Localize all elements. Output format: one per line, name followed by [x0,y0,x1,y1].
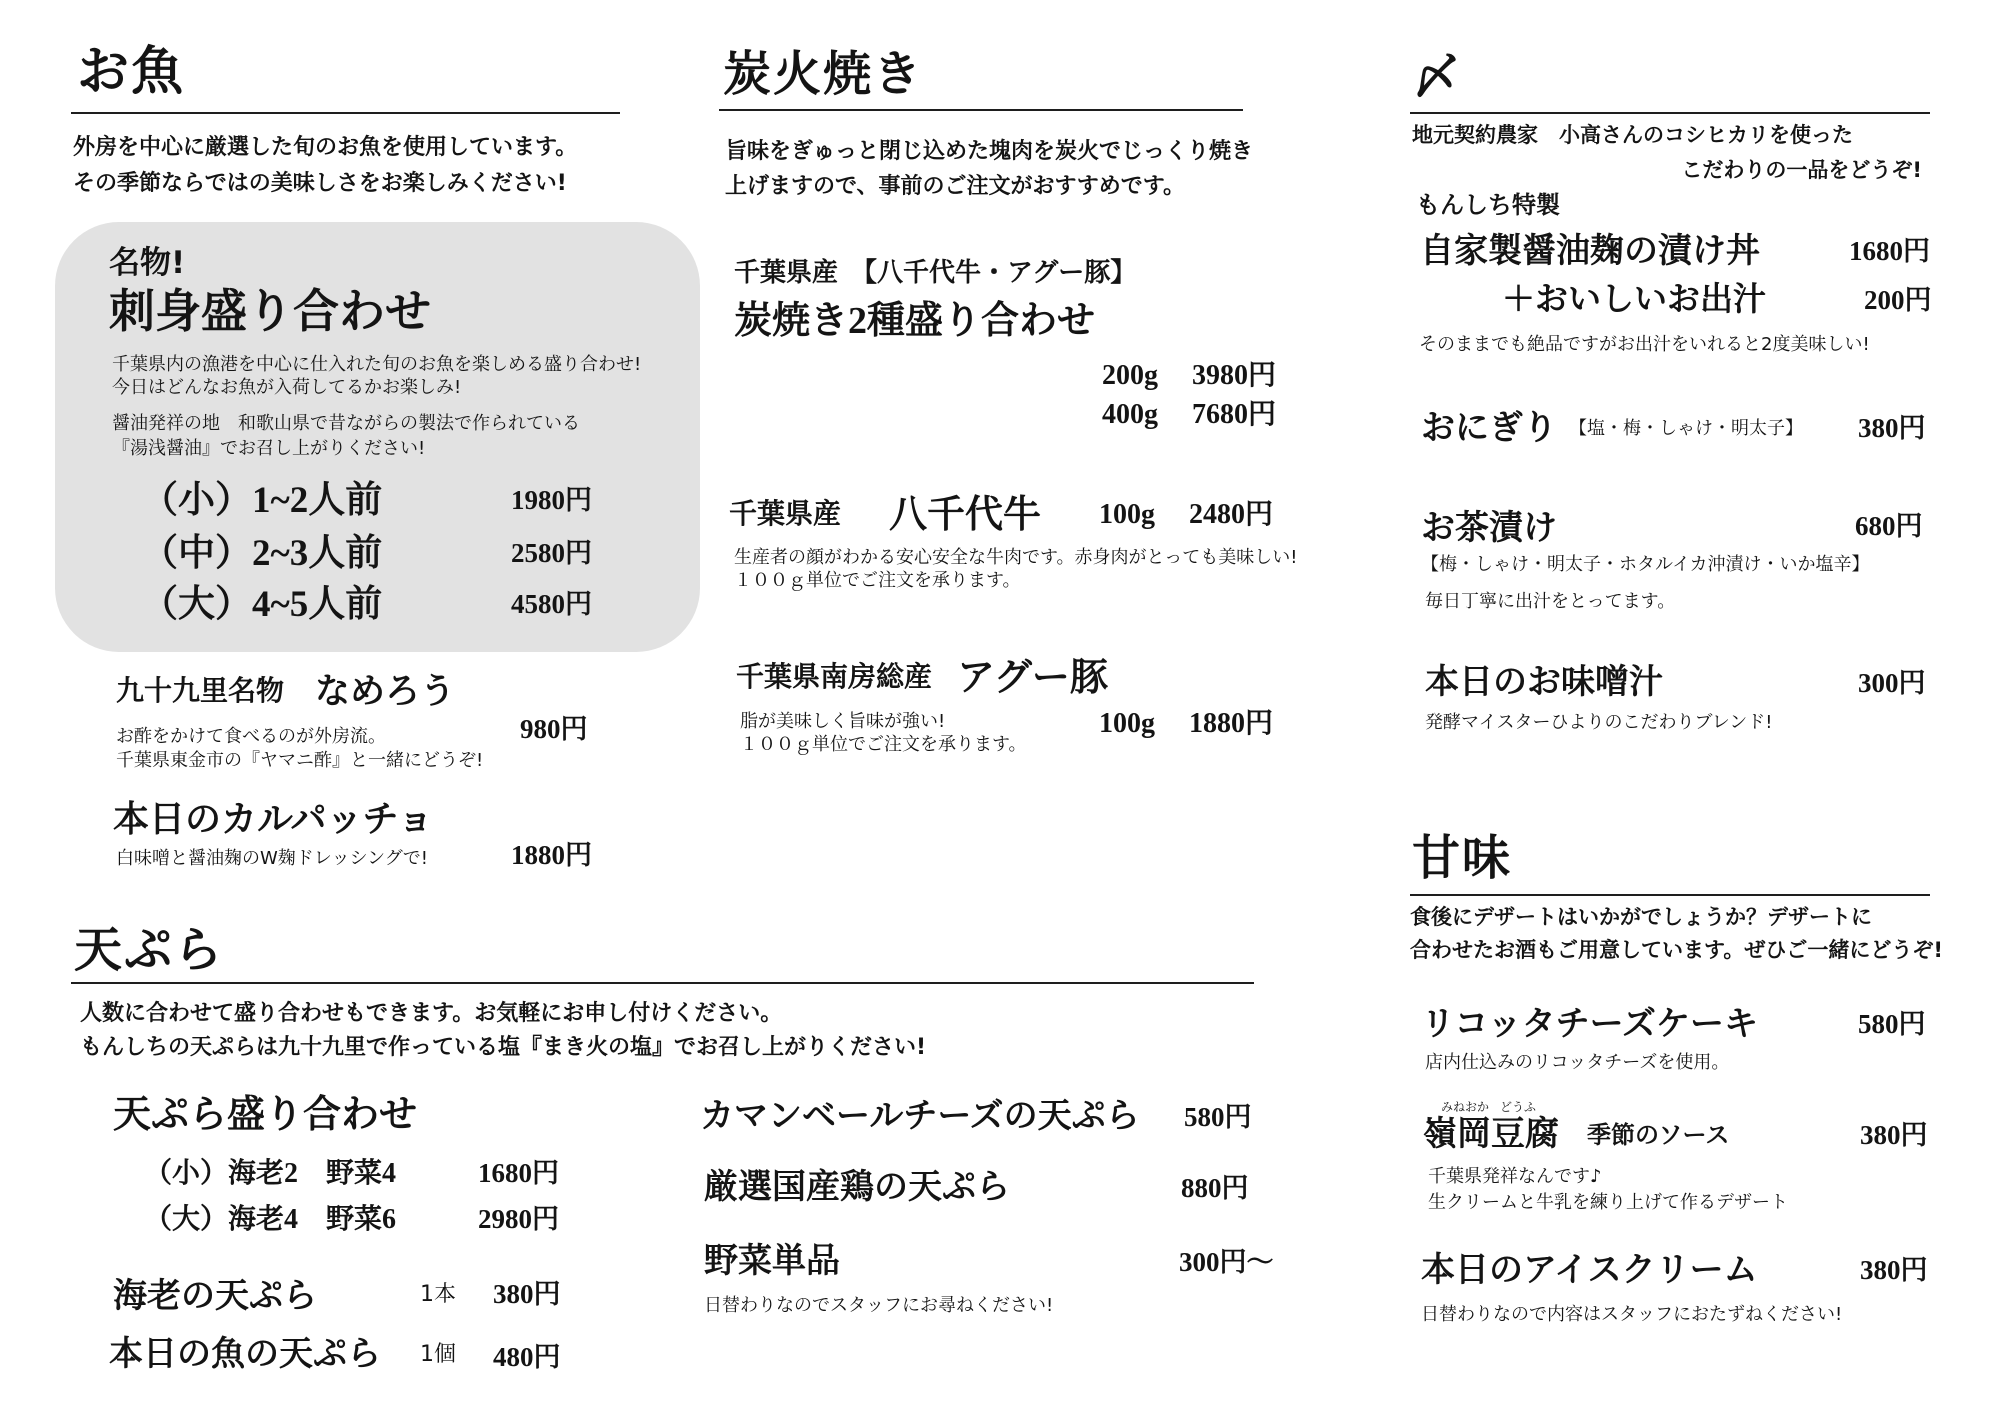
item-weight: 200g [1102,360,1158,391]
item-name: 野菜単品 [704,1243,840,1280]
sweets-intro-line: 食後にデザートはいかがでしょうか？デザートに [1410,905,1872,929]
charcoal-heading: 炭火焼き [723,46,924,102]
item-price: 2480円 [1189,499,1274,530]
item-name-reading: どうふ [1500,1100,1537,1114]
item-description: 発酵マイスターひよりのこだわりブレンド! [1425,712,1773,733]
item-description: お酢をかけて食べるのが外房流。 [116,726,386,747]
fish-intro-line: その季節ならではの美味しさをお楽しみください! [73,171,567,196]
item-sauce: 季節のソース [1587,1123,1730,1149]
portion-price: 1680円 [478,1158,559,1188]
item-price: 480円 [493,1342,561,1372]
item-origin: 千葉県産 [729,499,842,530]
item-description: 脂が美味しく旨味が強い! [740,711,946,732]
portion-price: 2980円 [478,1204,559,1234]
portion-price: 4580円 [511,589,592,619]
fish-heading-underline [71,112,620,114]
item-name: 嶺岡豆腐 [1423,1116,1559,1153]
sweets-heading-underline [1410,894,1930,896]
item-price: 300円〜 [1179,1247,1274,1277]
featured-item-description: 『湯浅醤油』でお召し上がりください! [112,438,426,459]
featured-item-description: 今日はどんなお魚が入荷してるかお楽しみ! [112,377,462,398]
featured-item-name: 刺身盛り合わせ [109,286,431,337]
charcoal-heading-underline [719,109,1243,111]
item-price: 300円 [1858,668,1926,698]
sweets-intro-line: 合わせたお酒もご用意しています。ぜひご一緒にどうぞ! [1410,938,1943,962]
item-price: 1880円 [1189,708,1274,739]
item-price: 980円 [520,714,588,744]
item-prefix: 九十九里名物 [116,676,285,707]
item-description: 毎日丁寧に出汁をとってます。 [1425,591,1676,612]
item-name: お茶漬け [1421,510,1557,547]
item-name: カマンベールチーズの天ぷら [700,1098,1140,1135]
item-description: 店内仕込みのリコッタチーズを使用。 [1425,1052,1730,1073]
item-price: 3980円 [1192,360,1277,391]
item-quantity: 1個 [420,1342,456,1367]
featured-item-description: 醤油発祥の地 和歌山県で昔ながらの製法で作られている [112,413,580,434]
portion-size-label: （大）海老4 野菜6 [144,1204,397,1235]
item-description: １００ｇ単位でご注文を承ります。 [740,734,1027,755]
item-name: 本日のアイスクリーム [1421,1252,1758,1289]
shime-intro-line: 地元契約農家 小高さんのコシヒカリを使った [1412,123,1853,147]
item-name: なめろう [315,672,456,711]
item-price: 200円 [1864,285,1932,315]
item-name: 本日の魚の天ぷら [109,1336,381,1373]
portion-price: 2580円 [511,538,592,568]
item-name: 天ぷら盛り合わせ [113,1094,418,1136]
featured-item-description: 千葉県内の漁港を中心に仕入れた旬のお魚を楽しめる盛り合わせ! [112,354,642,375]
item-price: 380円 [1858,413,1926,443]
featured-badge: 名物! [109,245,186,281]
portion-size-label: （中）2~3人前 [141,533,383,574]
item-price: 1680円 [1849,236,1930,266]
sweets-heading: 甘味 [1412,830,1513,886]
item-price: 580円 [1184,1102,1252,1132]
fish-heading: お魚 [77,42,186,102]
item-description: 日替わりなので内容はスタッフにおたずねください! [1421,1304,1843,1325]
item-name: ＋おいしいお出汁 [1502,282,1766,318]
item-quantity: 1本 [420,1282,456,1307]
item-name: 本日のお味噌汁 [1425,664,1663,701]
tempura-intro-line: 人数に合わせて盛り合わせもできます。お気軽にお申し付けください。 [80,1001,783,1026]
item-price: 380円 [1860,1255,1928,1285]
item-note: 【塩・梅・しゃけ・明太子】 [1569,418,1803,439]
item-name: リコッタチーズケーキ [1421,1006,1758,1043]
portion-price: 1980円 [511,485,592,515]
item-name: 本日のカルパッチョ [113,799,434,839]
portion-size-label: （大）4~5人前 [141,584,383,625]
item-name: 自家製醤油麹の漬け丼 [1420,233,1760,270]
item-name: おにぎり [1421,410,1557,447]
shime-heading-underline [1410,112,1930,114]
charcoal-intro-line: 上げますので、事前のご注文がおすすめです。 [725,174,1186,199]
item-price: 680円 [1855,511,1923,541]
item-price: 1880円 [511,840,592,870]
tempura-heading-underline [71,982,1254,984]
fish-intro-line: 外房を中心に厳選した旬のお魚を使用しています。 [73,135,578,160]
tempura-intro-line: もんしちの天ぷらは九十九里で作っている塩『まき火の塩』でお召し上がりください! [80,1035,927,1060]
item-description: １００ｇ単位でご注文を承ります。 [734,570,1021,591]
item-price: 380円 [1860,1120,1928,1150]
item-weight: 400g [1102,399,1158,430]
item-name: 海老の天ぷら [113,1278,317,1315]
item-description: 白味噌と醤油麹のW麹ドレッシングで! [116,848,429,869]
item-origin: 千葉県産 【八千代牛・アグー豚】 [734,258,1137,287]
item-weight: 100g [1099,499,1155,530]
portion-size-label: （小）1~2人前 [141,480,383,521]
item-description: 日替わりなのでスタッフにお尋ねください! [704,1295,1054,1316]
item-description: 生産者の顔がわかる安心安全な牛肉です。赤身肉がとっても美味しい! [734,547,1298,568]
item-price: 7680円 [1192,399,1277,430]
item-name: 炭焼き2種盛り合わせ [734,300,1096,342]
item-origin: 千葉県南房総産 [736,662,933,693]
item-description: そのままでも絶品ですがお出汁をいれると2度美味しい! [1419,334,1870,355]
shime-heading: 〆 [1412,49,1463,105]
portion-size-label: （小）海老2 野菜4 [144,1158,397,1189]
tempura-heading: 天ぷら [74,922,225,978]
item-name: 厳選国産鶏の天ぷら [704,1169,1010,1206]
item-price: 880円 [1181,1173,1249,1203]
house-special-label: もんしち特製 [1416,191,1560,219]
item-name: アグー豚 [957,657,1108,699]
item-description: 千葉県東金市の『ヤマニ酢』と一緒にどうぞ! [116,750,484,771]
item-name-reading: みねおか [1441,1100,1490,1114]
item-description: 【梅・しゃけ・明太子・ホタルイカ沖漬け・いか塩辛】 [1421,554,1870,575]
item-price: 580円 [1858,1009,1926,1039]
shime-intro-line: こだわりの一品をどうぞ! [1681,158,1922,182]
item-weight: 100g [1099,708,1155,739]
charcoal-intro-line: 旨味をぎゅっと閉じ込めた塊肉を炭火でじっくり焼き [725,139,1254,164]
item-name: 八千代牛 [889,494,1042,536]
item-price: 380円 [493,1279,561,1309]
item-description: 千葉県発祥なんです♪ [1428,1166,1602,1187]
item-description: 生クリームと牛乳を練り上げて作るデザート [1428,1192,1788,1213]
